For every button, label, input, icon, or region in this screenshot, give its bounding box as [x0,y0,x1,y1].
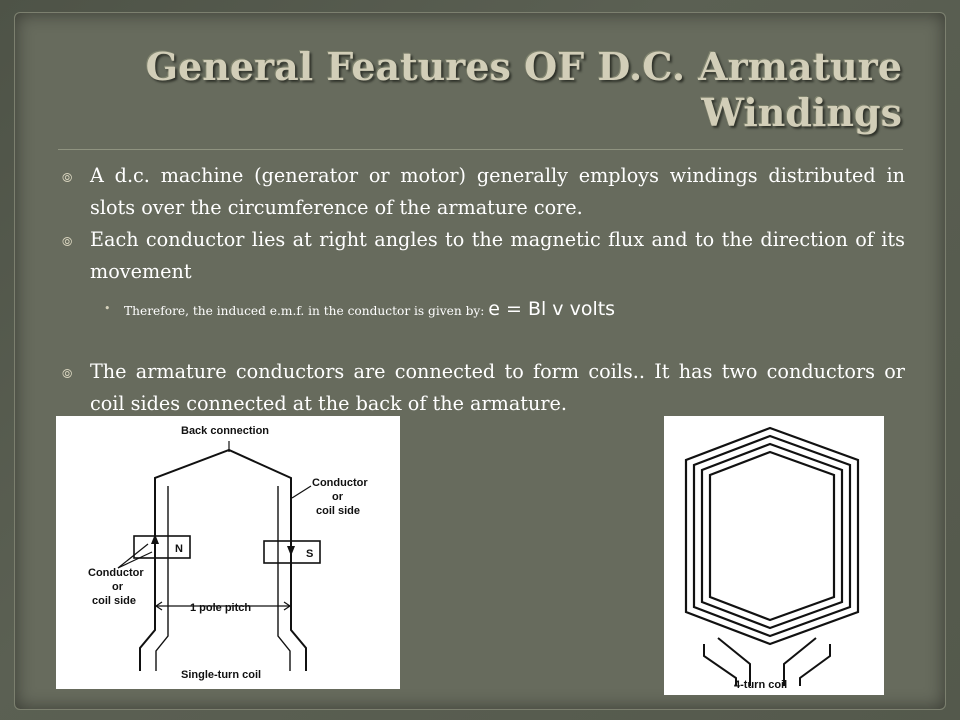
sub-bullet-item [60,298,905,322]
figure2-caption: 4-turn coil [734,679,788,691]
pole-n-label: N [175,543,183,555]
bullet-text: The armature conductors are connected to form coils.. It has two conductors or coil sides connected at the back of the armature. [90,360,905,415]
conductor-right-coil-side-label: coil side [316,505,361,517]
conductor-right-or-label: or [332,491,343,503]
four-turn-coil-figure [664,416,884,695]
sub-bullet-icon: • [104,302,111,315]
slide-title: General Features OF D.C. Armature Windings [145,44,902,135]
bullet-text: Each conductor lies at right angles to the magnetic flux and to the direction of its movement [90,228,905,283]
conductor-left-label: Conductor [88,567,144,579]
bullet-item [60,224,905,288]
single-turn-coil-figure [56,416,400,689]
back-connection-label: Back connection [181,425,270,437]
coil-outline [140,450,306,671]
pole-s-label: S [306,548,314,560]
title-divider [58,149,903,150]
bullet-icon: ⦾ [62,171,73,186]
bullet-text: A d.c. machine (generator or motor) generally employs windings distributed in slots over the circumference of the armature core. [90,164,905,219]
conductor-left-coil-side-label: coil side [92,595,137,607]
bullet-icon: ⦾ [62,367,73,382]
bullet-item [60,356,905,420]
bullet-item [60,160,905,224]
single-turn-coil-diagram [56,416,400,689]
bullet-list [60,160,905,420]
bullet-icon: ⦾ [62,235,73,250]
conductor-right-label: Conductor [312,477,368,489]
conductor-left-or-label: or [112,581,123,593]
pole-pitch-label: 1 pole pitch [190,602,252,614]
four-turn-coil-diagram [664,416,884,695]
coil-turns [686,428,858,644]
sub-bullet-text: Therefore, the induced e.m.f. in the conductor is given by: [124,304,485,318]
figure1-caption: Single-turn coil [181,669,262,681]
emf-formula: e = Bl v volts [488,298,616,320]
